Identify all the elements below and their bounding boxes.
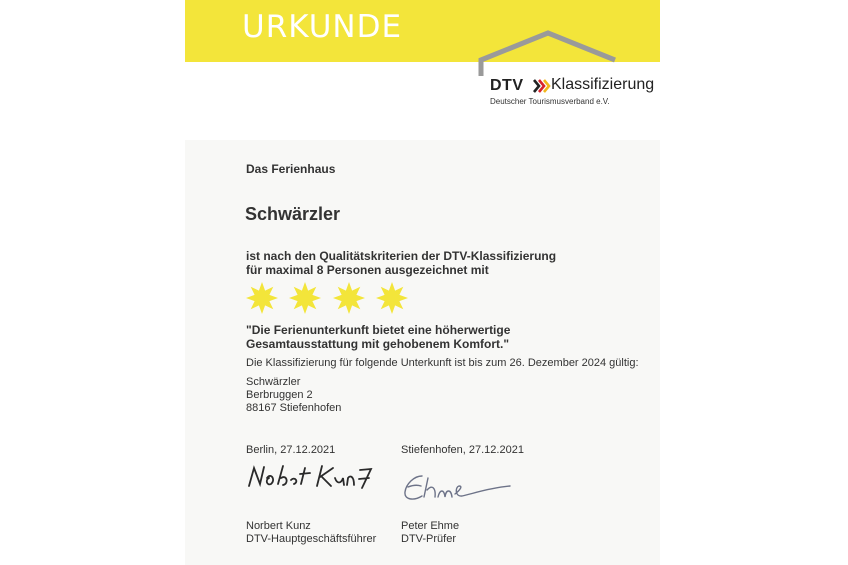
star-icon: [288, 281, 322, 315]
address-line: Berbruggen 2: [246, 389, 313, 401]
left-signatory: [246, 520, 376, 546]
signatory-role: DTV-Hauptgeschäftsführer: [246, 533, 377, 545]
logo-klassifizierung-text: Klassifizierung: [551, 76, 655, 93]
certificate-sheet: [185, 0, 660, 565]
quote-line: "Die Ferienunterkunft bietet eine höherwertige: [246, 323, 511, 337]
property-name: Schwärzler: [245, 204, 341, 224]
logo-dtv-text: DTV: [490, 77, 524, 94]
validity-text: Die Klassifizierung für folgende Unterkunft ist bis zum 26. Dezember 2024 gültig:: [246, 357, 639, 369]
logo-subtitle: Deutscher Tourismusverband e.V.: [490, 97, 610, 106]
house-outline-icon: [465, 30, 650, 80]
signatory-name: Norbert Kunz: [246, 520, 311, 532]
quote: [246, 323, 510, 351]
certificate-title: URKUNDE: [242, 9, 403, 45]
right-place-date: Stiefenhofen, 27.12.2021: [401, 444, 524, 456]
address-line: Schwärzler: [246, 376, 301, 388]
signatory-name: Peter Ehme: [401, 520, 460, 532]
signatory-role: DTV-Prüfer: [401, 533, 457, 545]
address-line: 88167 Stiefenhofen: [246, 402, 342, 414]
quote-line: Gesamtausstattung mit gehobenem Komfort.": [246, 337, 510, 351]
chevrons-icon: [533, 78, 551, 94]
right-signatory: [401, 520, 459, 546]
address-block: [246, 376, 341, 415]
statement-line: für maximal 8 Personen ausgezeichnet mit: [246, 263, 489, 277]
statement: [246, 249, 556, 277]
star-icon: [332, 281, 366, 315]
dtv-logo: [465, 30, 655, 115]
signature-norbert-kunz: [245, 458, 380, 496]
signature-peter-ehme: [402, 470, 517, 506]
statement-line: ist nach den Qualitätskriterien der DTV-Klassifizierung: [246, 249, 557, 263]
star-icon: [245, 281, 279, 315]
star-icon: [375, 281, 409, 315]
intro-text: Das Ferienhaus: [246, 162, 336, 176]
left-place-date: Berlin, 27.12.2021: [246, 444, 336, 456]
